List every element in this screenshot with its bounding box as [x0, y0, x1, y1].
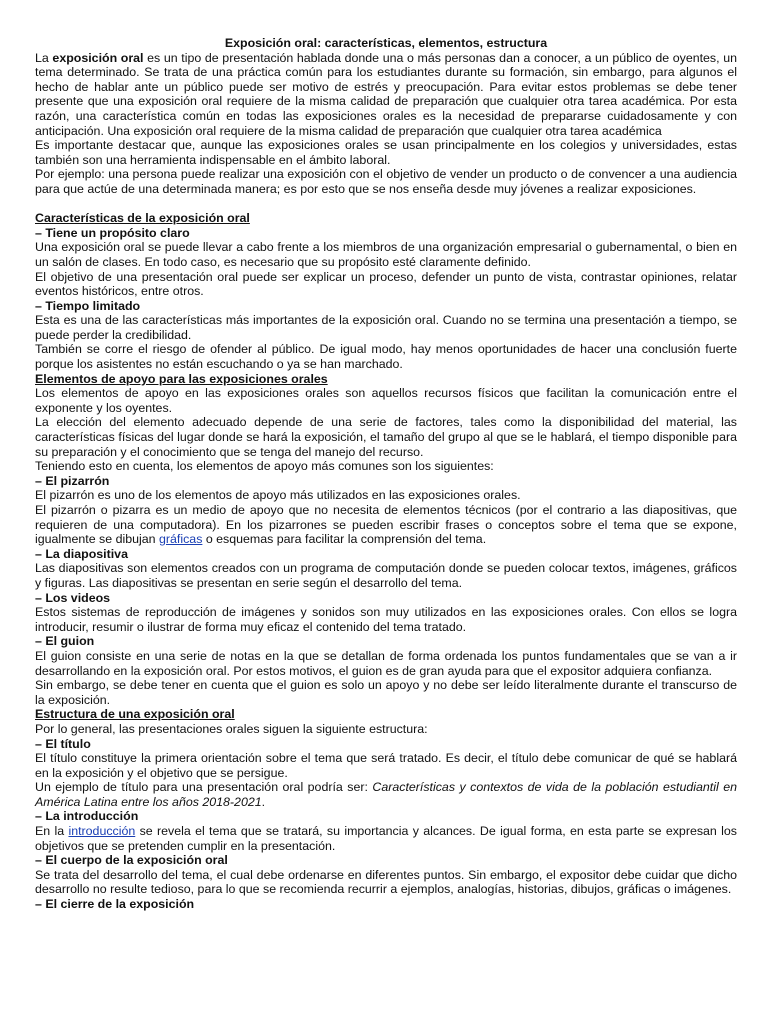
introduccion-text: En la	[35, 824, 69, 839]
paragraph-cuerpo-1: Se trata del desarrollo del tema, el cual debe ordenarse en diferentes puntos. Sin embargo, el expositor debe cuidar que dicho desarrollo no resulte tedioso, para lo que se recomienda recurrir a ejemplos, analogías, historias, dibujos, gráficas o imágenes.	[35, 867, 737, 897]
paragraph-guion-2: Sin embargo, se debe tener en cuenta que el guion es solo un apoyo y no debe ser leído literalmente durante el transcurso de la exposición.	[35, 678, 737, 707]
pizarron-text: El pizarrón o pizarra es un medio de apoyo que no necesita de elementos técnicos (por el contrario a las diapositivas, que requieren de una computadora). En los pizarrones se pueden escribir frases o conceptos sobre el tema que se expone, igualmente se dibujan	[35, 503, 737, 547]
subheading-cierre: – El cierre de la exposición	[35, 897, 195, 912]
paragraph-tiempo-2: También se corre el riesgo de ofender al público. De igual modo, hay menos oportunidades de hacer una conclusión fuerte porque los asistentes no están escuchando o ya se han marchado.	[35, 342, 737, 372]
titulo-text: .	[261, 794, 266, 809]
titulo-text: Un ejemplo de título para una presentación oral podría ser:	[35, 780, 373, 795]
link-introduccion[interactable]: introducción	[68, 824, 136, 839]
intro-text: La	[35, 50, 53, 65]
link-graficas[interactable]: gráficas	[159, 532, 203, 547]
paragraph-proposito-1: Una exposición oral se puede llevar a cabo frente a los miembros de una organización empresarial o gubernamental, o bien en un salón de clases. En todo caso, es necesario que su propósito esté claramente definido.	[35, 240, 737, 269]
document-title: Exposición oral: características, elementos, estructura	[224, 36, 548, 50]
paragraph-guion-1: El guion consiste en una serie de notas en la que se detallan de forma ordenada los puntos fundamentales que se van a ir desarrollando en la exposición oral. Por estos motivos, el guion es de gran ayuda para que el expositor adquiera confianza.	[35, 648, 737, 678]
intro-paragraph-3: Por ejemplo: una persona puede realizar una exposición con el objetivo de vender un producto o de convencer a una audiencia para que actúe de una determinada manera; es por esto que se nos enseña desde muy jóvenes a realizar exposiciones.	[35, 167, 737, 196]
pizarron-text: o esquemas para facilitar la comprensión del tema.	[202, 532, 487, 547]
titulo-example: Características y contextos de vida de la población estudiantil en América Latina entre los años 2018-2021	[35, 780, 737, 809]
subheading-videos: – Los videos	[35, 590, 111, 605]
paragraph-pizarron-2	[35, 503, 737, 547]
section-heading-caracteristicas: Características de la exposición oral	[35, 211, 250, 226]
section-heading-estructura: Estructura de una exposición oral	[35, 707, 235, 722]
paragraph-estructura-1: Por lo general, las presentaciones orales siguen la siguiente estructura:	[35, 721, 428, 736]
paragraph-titulo-1: El título constituye la primera orientación sobre el tema que será tratado. Es decir, el título debe comunicar de qué se hablará en la exposición y el objetivo que se persigue.	[35, 751, 737, 780]
paragraph-elementos-3: Teniendo esto en cuenta, los elementos de apoyo más comunes son los siguientes:	[35, 459, 494, 474]
subheading-cuerpo: – El cuerpo de la exposición oral	[35, 853, 228, 868]
subheading-tiempo: – Tiempo limitado	[35, 298, 141, 313]
subheading-introduccion: – La introducción	[35, 809, 139, 824]
spacer	[35, 197, 737, 212]
subheading-diapositiva: – La diapositiva	[35, 546, 128, 561]
subheading-proposito: – Tiene un propósito claro	[35, 225, 190, 240]
intro-bold-term: exposición oral	[52, 50, 144, 65]
subheading-pizarron: – El pizarrón	[35, 473, 110, 488]
paragraph-videos-1: Estos sistemas de reproducción de imágenes y sonidos son muy utilizados en las exposiciones orales. Con ellos se logra introducir, resumir o ilustrar de forma muy eficaz el contenido del tema tratado.	[35, 605, 737, 634]
paragraph-tiempo-1: Esta es una de las características más importantes de la exposición oral. Cuando no se termina una presentación a tiempo, se puede perder la credibilidad.	[35, 313, 737, 342]
subheading-guion: – El guion	[35, 634, 95, 649]
paragraph-pizarron-1: El pizarrón es uno de los elementos de apoyo más utilizados en las exposiciones orales.	[35, 488, 521, 503]
introduccion-text: se revela el tema que se tratará, su importancia y alcances. De igual forma, en esta parte se expresan los objetivos que se pretenden cumplir en la presentación.	[35, 824, 737, 853]
section-heading-elementos: Elementos de apoyo para las exposiciones orales	[35, 371, 328, 386]
paragraph-elementos-2: La elección del elemento adecuado depende de una serie de factores, tales como la disponibilidad del material, las características físicas del lugar donde se hará la exposición, el tamaño del grupo al que se le hablará, el tiempo disponible para su preparación y el conocimiento que se tenga del manejo del recurso.	[35, 415, 737, 459]
subheading-titulo: – El título	[35, 736, 91, 751]
paragraph-titulo-2	[35, 780, 737, 809]
paragraph-elementos-1: Los elementos de apoyo en las exposiciones orales son aquellos recursos físicos que facilitan la comunicación entre el exponente y los oyentes.	[35, 386, 737, 415]
paragraph-introduccion-1	[35, 824, 737, 853]
intro-paragraph-1	[35, 51, 737, 139]
intro-paragraph-2: Es importante destacar que, aunque las exposiciones orales se usan principalmente en los colegios y universidades, estas también son una herramienta indispensable en el ámbito laboral.	[35, 138, 737, 167]
paragraph-diapositiva-1: Las diapositivas son elementos creados con un programa de computación donde se pueden colocar textos, imágenes, gráficos y figuras. Las diapositivas se presentan en serie según el desarrollo del tema.	[35, 561, 737, 590]
paragraph-proposito-2: El objetivo de una presentación oral puede ser explicar un proceso, defender un punto de vista, contrastar opiniones, relatar eventos históricos, entre otros.	[35, 269, 737, 299]
intro-text: es un tipo de presentación hablada donde una o más personas dan a conocer, a un público de oyentes, un tema determinado. Se trata de una práctica común para los estudiantes durante su formación, sin embargo, para algunos el hecho de hablar ante un público puede ser motivo de estrés y preocupación. Para evitar estos problemas se debe tener presente que una exposición oral requiere de la misma calidad de preparación que cualquier otra tarea académica. Por esta razón, una característica común en todas las exposiciones orales es la necesidad de prepararse cuidadosamente y con anticipación. Una exposición oral requiere de la misma calidad de preparación que cualquier otra tarea académica	[35, 50, 737, 138]
